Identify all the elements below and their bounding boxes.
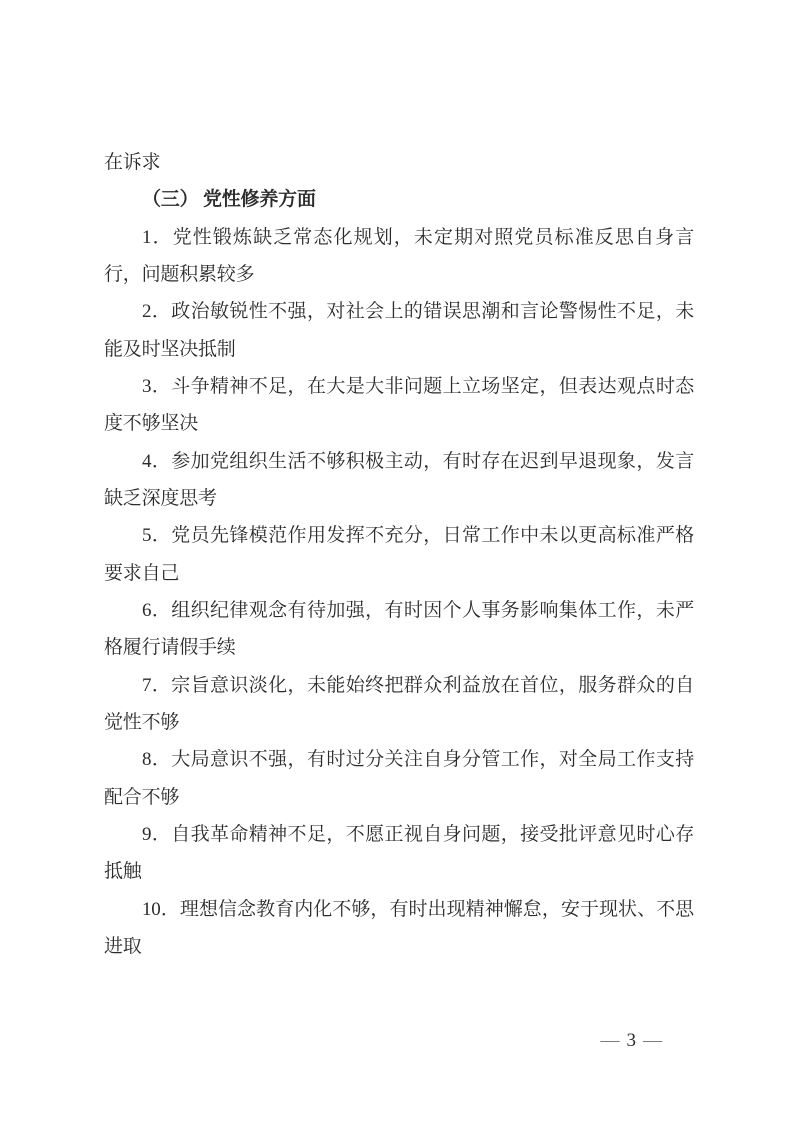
item-7: 7．宗旨意识淡化，未能始终把群众利益放在首位，服务群众的自觉性不够 bbox=[104, 674, 694, 733]
document-body bbox=[104, 144, 694, 965]
item-4: 4．参加党组织生活不够积极主动，有时存在迟到早退现象，发言缺乏深度思考 bbox=[104, 450, 694, 509]
item-10: 10．理想信念教育内化不够，有时出现精神懈怠，安于现状、不思进取 bbox=[104, 898, 694, 957]
item-1: 1．党性锻炼缺乏常态化规划，未定期对照党员标准反思自身言行，问题积累较多 bbox=[104, 226, 694, 285]
item-2: 2．政治敏锐性不强，对社会上的错误思潮和言论警惕性不足，未能及时坚决抵制 bbox=[104, 301, 694, 360]
item-8: 8．大局意识不强，有时过分关注自身分管工作，对全局工作支持配合不够 bbox=[104, 749, 694, 808]
page-footer bbox=[594, 1030, 670, 1052]
item-9: 9．自我革命精神不足，不愿正视自身问题，接受批评意见时心存抵触 bbox=[104, 823, 694, 883]
item-5: 5．党员先锋模范作用发挥不充分，日常工作中未以更高标准严格要求自己 bbox=[104, 525, 694, 584]
footer-right-dash: — bbox=[643, 1030, 662, 1051]
item-6: 6．组织纪律观念有待加强，有时因个人事务影响集体工作，未严格履行请假手续 bbox=[104, 599, 694, 659]
section-heading: （三） 党性修养方面 bbox=[142, 189, 316, 211]
item-3: 3．斗争精神不足，在大是大非问题上立场坚定，但表达观点时态度不够坚决 bbox=[104, 375, 694, 435]
footer-left-dash: — bbox=[600, 1030, 620, 1051]
page-number: 3 bbox=[626, 1030, 636, 1051]
carryover-line: 在诉求 bbox=[104, 152, 161, 173]
